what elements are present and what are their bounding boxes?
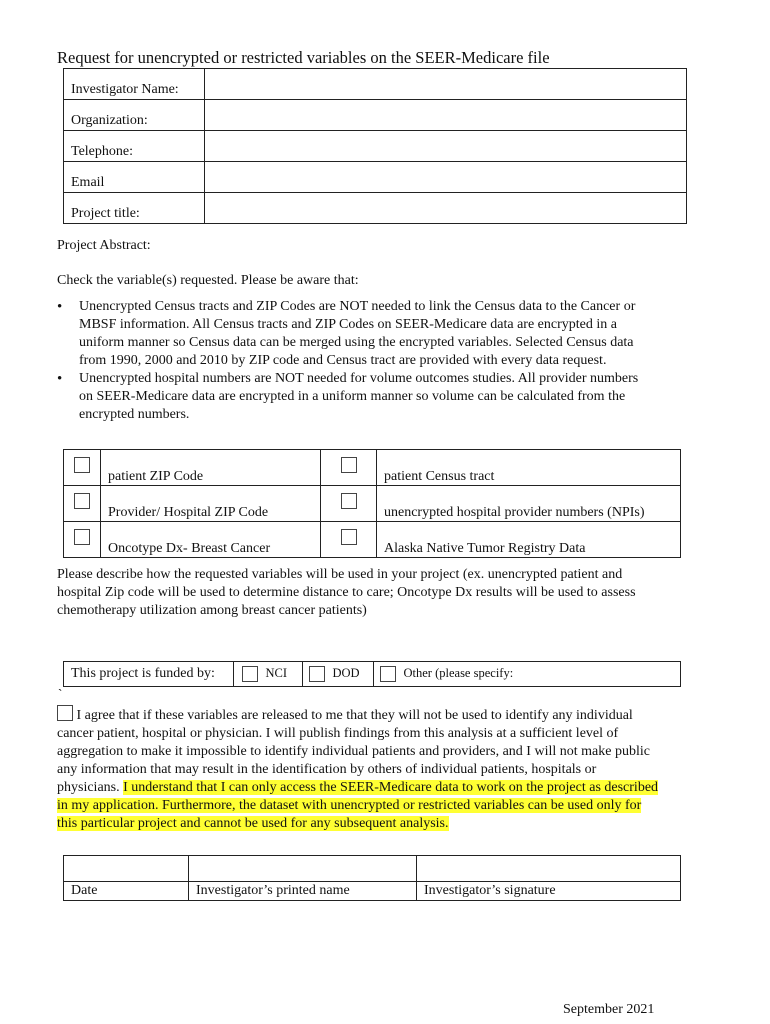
variable-checkbox-cell — [321, 486, 377, 522]
funding-label: This project is funded by: — [64, 662, 234, 687]
date-field[interactable] — [64, 856, 189, 882]
signature-entry-row — [64, 856, 681, 882]
info-row-telephone — [64, 131, 687, 162]
patient-zip-checkbox[interactable] — [74, 457, 90, 473]
telephone-field[interactable] — [205, 131, 687, 162]
variable-checkbox-cell — [321, 522, 377, 558]
dod-checkbox[interactable] — [309, 666, 325, 682]
printed-name-field[interactable] — [189, 856, 417, 882]
info-label: Organization: — [64, 100, 205, 131]
variable-checkbox-cell — [321, 450, 377, 486]
variable-label: Oncotype Dx- Breast Cancer — [101, 522, 321, 558]
variable-checkbox-cell — [64, 522, 101, 558]
printed-name-label: Investigator’s printed name — [189, 882, 417, 901]
nci-checkbox[interactable] — [242, 666, 258, 682]
other-funding-checkbox[interactable] — [380, 666, 396, 682]
project-abstract-label: Project Abstract: — [57, 238, 151, 253]
signature-label: Investigator’s signature — [417, 882, 681, 901]
agreement-paragraph — [57, 705, 662, 833]
variable-label: patient ZIP Code — [101, 450, 321, 486]
variables-table — [63, 449, 681, 558]
variable-checkbox-cell — [64, 450, 101, 486]
notice-bullet: • Unencrypted hospital numbers are NOT needed for volume outcomes studies. All provider numbers on SEER-Medicare data are encrypted in a uniform manner so volume can be calculated from the encrypted numbers. — [57, 370, 647, 424]
variables-row — [64, 450, 681, 486]
dod-label: DOD — [332, 666, 360, 681]
project-title-field[interactable] — [205, 193, 687, 224]
info-label: Telephone: — [64, 131, 205, 162]
agreement-highlighted-text: I understand that I can only access the SEER-Medicare data to work on the project as described in my application. Furthermore, the dataset with unencrypted or restricted variables can be used only for this particular project and cannot be used for any subsequent analysis. — [57, 780, 659, 831]
signature-label-row — [64, 882, 681, 901]
info-label: Investigator Name: — [64, 69, 205, 100]
check-variables-intro: Check the variable(s) requested. Please be aware that: — [57, 273, 359, 288]
oncotype-dx-checkbox[interactable] — [74, 529, 90, 545]
variable-label: patient Census tract — [377, 450, 681, 486]
alaska-native-registry-checkbox[interactable] — [341, 529, 357, 545]
hospital-provider-numbers-checkbox[interactable] — [341, 493, 357, 509]
info-row-organization — [64, 100, 687, 131]
funding-table — [63, 661, 681, 687]
nci-label: NCI — [265, 666, 288, 681]
info-label: Email — [64, 162, 205, 193]
variable-label: Provider/ Hospital ZIP Code — [101, 486, 321, 522]
stray-mark: ` — [58, 686, 63, 701]
describe-usage-text: Please describe how the requested variables will be used in your project (ex. unencrypted patient and hospital Zip code will be used to determine distance to care; Oncotype Dx results will be used to assess chemotherapy utilization among breast cancer patients) — [57, 567, 636, 618]
agreement-checkbox[interactable] — [57, 705, 73, 721]
page-title: Request for unencrypted or restricted variables on the SEER-Medicare file — [57, 48, 550, 67]
provider-hospital-zip-checkbox[interactable] — [74, 493, 90, 509]
variable-label: unencrypted hospital provider numbers (NPIs) — [377, 486, 681, 522]
notice-bullet-list — [57, 298, 647, 424]
signature-table — [63, 855, 681, 901]
notice-bullet: • Unencrypted Census tracts and ZIP Codes are NOT needed to link the Census data to the Cancer or MBSF information. All Census tracts and ZIP Codes on SEER-Medicare data are encrypted in a uniform manner so Census data can be merged using the encrypted variables. Selected Census data from 1990, 2000 and 2010 by ZIP code and Census tract are provided with every data request. — [57, 298, 647, 370]
info-row-project-title — [64, 193, 687, 224]
patient-census-tract-checkbox[interactable] — [341, 457, 357, 473]
other-funding-label: Other (please specify: — [403, 666, 514, 681]
investigator-info-table — [63, 68, 687, 224]
footer-date: September 2021 — [563, 1002, 655, 1017]
date-label: Date — [64, 882, 189, 901]
variable-checkbox-cell — [64, 486, 101, 522]
email-field[interactable] — [205, 162, 687, 193]
investigator-name-field[interactable] — [205, 69, 687, 100]
agreement-text: I agree that if these variables are released to me that they will not be used to identify any individual cancer patient, hospital or physician. I will publish findings from this analysis at a sufficient level of aggregation to make it impossible to identify individual patients and providers, and I will not make public any information that may result in the identification by others of individual patients, hospitals or physicians. — [57, 708, 650, 795]
signature-field[interactable] — [417, 856, 681, 882]
funding-option-dod[interactable] — [303, 662, 374, 687]
variables-row — [64, 522, 681, 558]
organization-field[interactable] — [205, 100, 687, 131]
info-row-investigator-name — [64, 69, 687, 100]
info-row-email — [64, 162, 687, 193]
info-label: Project title: — [64, 193, 205, 224]
funding-option-nci[interactable] — [234, 662, 303, 687]
variables-row — [64, 486, 681, 522]
variable-label: Alaska Native Tumor Registry Data — [377, 522, 681, 558]
funding-option-other[interactable] — [374, 662, 681, 687]
funding-row — [64, 662, 681, 687]
